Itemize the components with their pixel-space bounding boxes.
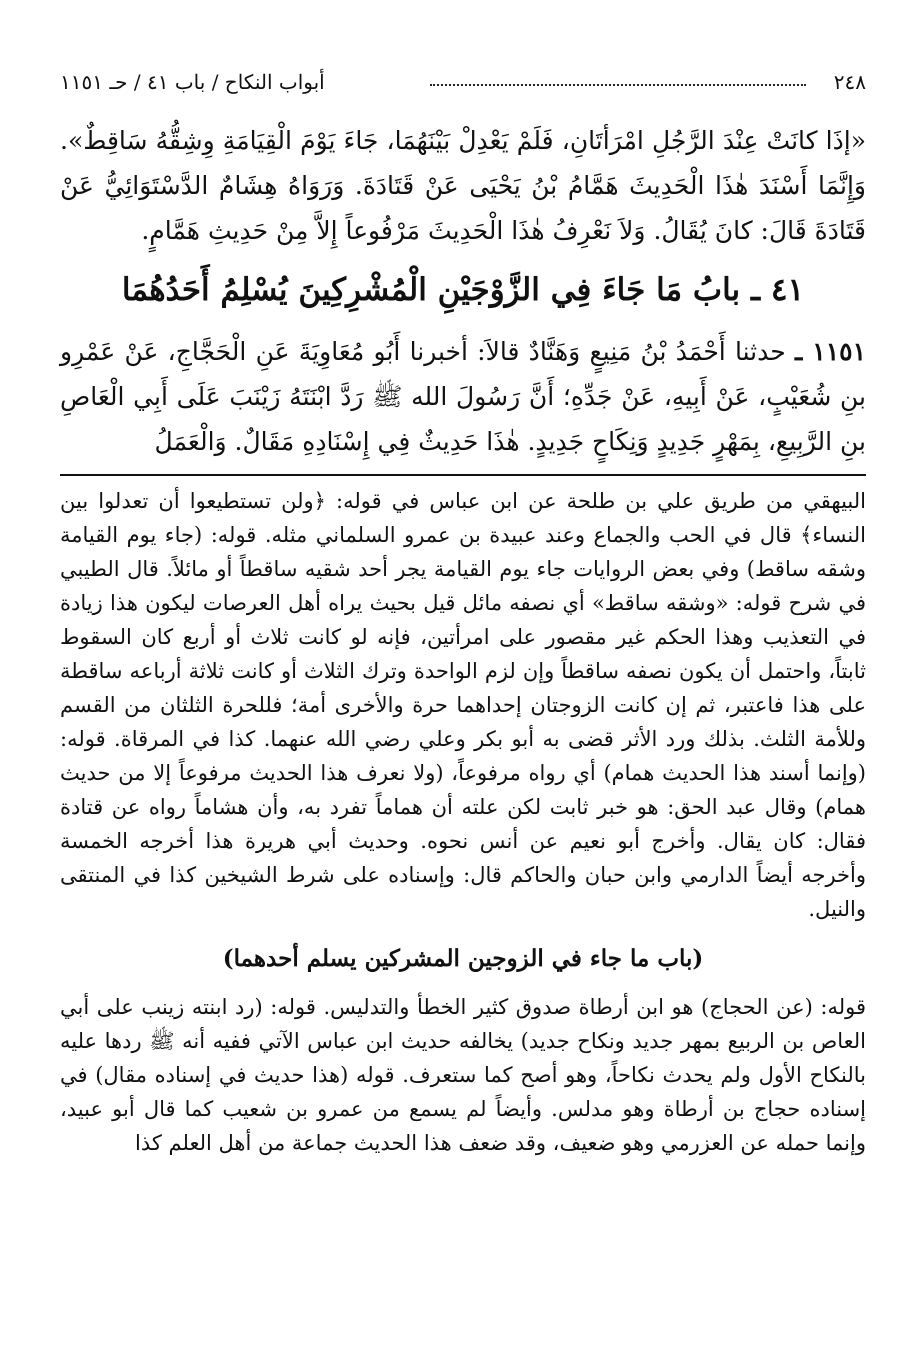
footnote-separator (60, 474, 866, 476)
hadith-number: ١١٥١ ـ (794, 337, 867, 366)
hadith-paragraph (60, 329, 866, 464)
main-paragraph: «إذَا كانَتْ عِنْدَ الرَّجُلِ امْرَأتَانِ، فَلَمْ يَعْدِلْ بَيْنَهُمَا، جَاءَ يَوْمَ الْقِيَامَةِ وِشِقُّهُ سَاقِطٌ». وَإِنَّمَا أَسْنَدَ هٰذَا الْحَدِيثَ هَمَّامُ بْنُ يَحْيَى عَنْ قَتَادَةَ. وَرَوَاهُ هِشَامٌ الدَّسْتَوَائِيُّ عَنْ قَتَادَةَ قَالَ: كانَ يُقَالُ. وَلاَ نَعْرِفُ هٰذَا الْحَدِيثَ مَرْفُوعاً إِلاَّ مِنْ حَدِيثِ هَمَّامٍ. (60, 126, 866, 245)
page-number: ٢٤٨ (833, 70, 866, 94)
header-dotted-leader (430, 76, 806, 86)
book-page (60, 62, 866, 1160)
commentary (60, 484, 866, 1160)
commentary-paragraph: البيهقي من طريق علي بن طلحة عن ابن عباس في قوله: ﴿ولن تستطيعوا أن تعدلوا بين النساء﴾ قال في الحب والجماع وعند عبيدة بن عمرو السلماني مثله. قوله: (جاء يوم القيامة وشقه ساقط) وفي بعض الروايات جاء يوم القيامة يجر أحد شقيه ساقطاً أو مائلاً. قال الطيبي في شرح قوله: «وشقه ساقط» أي نصفه مائل قيل بحيث يراه أهل العرصات ليكون هذا زيادة في التعذيب وهذا الحكم غير مقصور على امرأتين، فإنه لو كانت ثلاث أو أربع كان السقوط ثابتاً، واحتمل أن يكون نصفه ساقطاً وإن لزم الواحدة وترك الثلاث أو كانت ثلاثة أرباعه ساقطة على هذا فاعتبر، ثم إن كانت الزوجتان إحداهما حرة والأخرى أمة؛ فللحرة الثلثان من القسم وللأمة الثلث. بذلك ورد الأثر قضى به أبو بكر وعلي رضي الله عنهما. كذا في المرقاة. قوله: (وإنما أسند هذا الحديث همام) أي رواه مرفوعاً، (ولا نعرف هذا الحديث مرفوعاً إلا من حديث همام) وقال عبد الحق: هو خبر ثابت لكن علته أن هماماً تفرد به، وأن هشاماً رواه عن قتادة فقال: كان يقال. وأخرج أبو نعيم عن أنس نحوه. وحديث أبي هريرة هذا أخرجه الخمسة وأخرجه أيضاً الدارمي وابن حبان والحاكم قال: وإسناده على شرط الشيخين كذا في المنتقى والنيل. (60, 489, 866, 921)
main-text (60, 118, 866, 464)
page-header (60, 62, 866, 92)
running-title: أبواب النكاح / باب ٤١ / حـ ١١٥١ (60, 70, 325, 94)
commentary-heading: (باب ما جاء في الزوجين المشركين يسلم أحدهما) (222, 945, 704, 972)
commentary-paragraph: قوله: (عن الحجاج) هو ابن أرطاة صدوق كثير الخطأ والتدليس. قوله: (رد ابنته زينب على أبي العاص بن الربيع بمهر جديد ونكاح جديد) يخالفه حديث ابن عباس الآتي ففيه أنه ﷺ ردها عليه بالنكاح الأول ولم يحدث نكاحاً، وهو أصح كما ستعرف. قوله (هذا حديث في إسناده مقال) في إسناده حجاج بن أرطاة وهو مدلس. وأيضاً لم يسمع من عمرو بن شعيب كما قال أبو عبيد، وإنما حمله عن العزرمي وهو ضعيف، وقد ضعف هذا الحديث جماعة من أهل العلم كذا (60, 995, 866, 1155)
hadith-text: حدثنا أَحْمَدُ بْنُ مَنِيعٍ وَهَنَّادٌ قالاَ: أخبرنا أَبُو مُعَاوِيَةَ عَنِ الْحَجَّاجِ، عَنْ عَمْرِو بنِ شُعَيْبٍ، عَنْ أَبِيهِ، عَنْ جَدِّهِ؛ أَنَّ رَسُولَ الله ﷺ رَدَّ ابْنَتَهُ زَيْنَبَ عَلَى أَبِي الْعَاصِ بنِ الرَّبِيعِ، بِمَهْرٍ جَدِيدٍ وَنِكَاحٍ جَدِيدٍ. هٰذَا حَدِيثٌ فِي إِسْنَادِهِ مَقَالٌ. وَالْعَمَلُ (60, 337, 866, 456)
chapter-heading: ٤١ ـ بابُ مَا جَاءَ فِي الزَّوْجَيْنِ الْمُشْرِكِينَ يُسْلِمُ أَحَدُهُمَا (121, 272, 805, 308)
